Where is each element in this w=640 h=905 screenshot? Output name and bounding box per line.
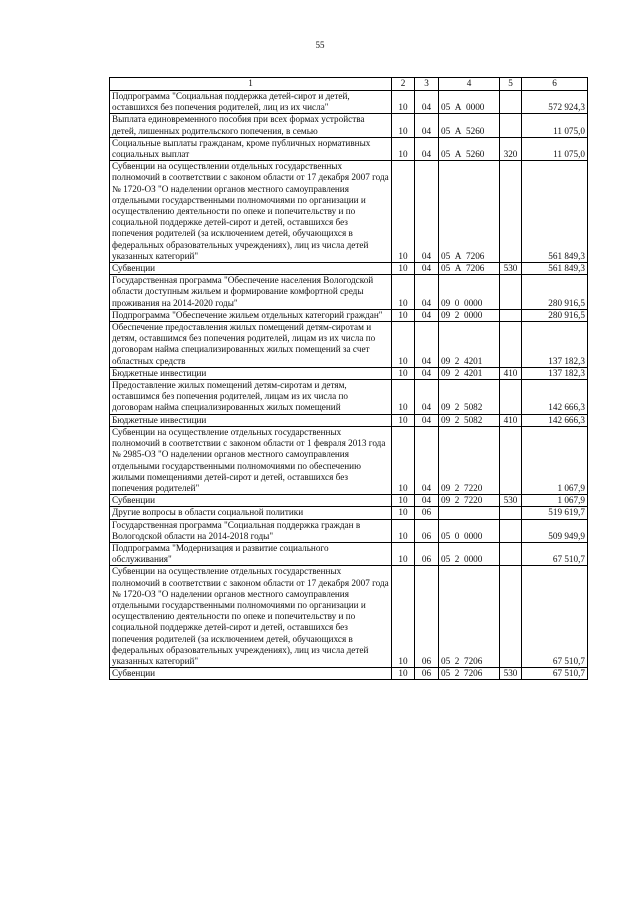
cell-expense-type-code: 530 (500, 263, 522, 275)
cell-expense-type-code: 530 (500, 668, 522, 680)
cell-target-article-code: 09 2 4201 (439, 367, 500, 379)
cell-expense-type-code: 410 (500, 414, 522, 426)
cell-amount: 280 916,5 (522, 309, 588, 321)
cell-target-article-code: 09 2 0000 (439, 309, 500, 321)
cell-section-code: 10 (392, 426, 415, 494)
cell-amount: 1 067,9 (522, 426, 588, 494)
cell-expense-type-code: 410 (500, 367, 522, 379)
table-row (110, 275, 588, 310)
cell-item-name: Другие вопросы в области социальной политики (110, 507, 392, 519)
table-row (110, 542, 588, 565)
cell-item-name: Выплата единовременного пособия при всех формах устройства детей, лишенных родительского попечения, в семью (110, 114, 392, 137)
table-row (110, 495, 588, 507)
cell-section-code: 10 (392, 507, 415, 519)
cell-item-name: Субвенции (110, 263, 392, 275)
cell-item-name: Субвенции (110, 495, 392, 507)
cell-expense-type-code (500, 309, 522, 321)
cell-subsection-code: 04 (415, 137, 439, 160)
cell-subsection-code: 04 (415, 309, 439, 321)
budget-table (109, 77, 588, 680)
column-header: 3 (415, 78, 439, 91)
cell-section-code: 10 (392, 380, 415, 415)
cell-section-code: 10 (392, 137, 415, 160)
cell-item-name: Обеспечение предоставления жилых помещений детям-сиротам и детям, оставшимся без попечения родителей, лицам из их числа по договорам найма специализированных жилых помещений за счет областных средств (110, 322, 392, 368)
cell-amount: 67 510,7 (522, 566, 588, 668)
cell-subsection-code: 04 (415, 322, 439, 368)
column-header: 1 (110, 78, 392, 91)
cell-section-code: 10 (392, 367, 415, 379)
cell-amount: 137 182,3 (522, 322, 588, 368)
cell-item-name: Государственная программа "Обеспечение населения Вологодской области доступным жильем и формирование комфортной среды проживания на 2014-2020 годы" (110, 275, 392, 310)
cell-section-code: 10 (392, 519, 415, 542)
cell-target-article-code: 09 2 7220 (439, 495, 500, 507)
cell-subsection-code: 06 (415, 566, 439, 668)
table-row (110, 309, 588, 321)
cell-target-article-code: 05 А 5260 (439, 137, 500, 160)
column-header: 6 (522, 78, 588, 91)
cell-section-code: 10 (392, 566, 415, 668)
cell-section-code: 10 (392, 275, 415, 310)
cell-item-name: Бюджетные инвестиции (110, 414, 392, 426)
table-row (110, 114, 588, 137)
cell-section-code: 10 (392, 114, 415, 137)
cell-section-code: 10 (392, 322, 415, 368)
cell-amount: 142 666,3 (522, 414, 588, 426)
cell-expense-type-code (500, 91, 522, 114)
cell-amount: 67 510,7 (522, 542, 588, 565)
cell-item-name: Бюджетные инвестиции (110, 367, 392, 379)
cell-item-name: Социальные выплаты гражданам, кроме публичных нормативных социальных выплат (110, 137, 392, 160)
cell-item-name: Государственная программа "Социальная поддержка граждан в Вологодской области на 2014-2018 годы" (110, 519, 392, 542)
cell-section-code: 10 (392, 263, 415, 275)
cell-target-article-code (439, 507, 500, 519)
cell-subsection-code: 06 (415, 519, 439, 542)
cell-target-article-code: 09 2 7220 (439, 426, 500, 494)
cell-amount: 280 916,5 (522, 275, 588, 310)
cell-expense-type-code (500, 161, 522, 263)
table-row (110, 566, 588, 668)
cell-amount: 137 182,3 (522, 367, 588, 379)
cell-target-article-code: 05 А 7206 (439, 263, 500, 275)
cell-expense-type-code (500, 322, 522, 368)
table-body (110, 78, 588, 680)
table-row (110, 519, 588, 542)
cell-section-code: 10 (392, 161, 415, 263)
cell-amount: 561 849,3 (522, 161, 588, 263)
table-row (110, 322, 588, 368)
cell-amount: 67 510,7 (522, 668, 588, 680)
cell-item-name: Предоставление жилых помещений детям-сиротам и детям, оставшимся без попечения родителей, лицам из их числа по договорам найма специализированных жилых помещений (110, 380, 392, 415)
cell-subsection-code: 04 (415, 275, 439, 310)
cell-item-name: Субвенции на осуществление отдельных государственных полномочий в соответствии с законом области от 1 февраля 2013 года № 2985-ОЗ "О наделении органов местного самоуправления отдельными государственными полномочиями по обеспечению жилыми помещениями детей-сирот и детей, оставшихся без попечения родителей" (110, 426, 392, 494)
cell-amount: 142 666,3 (522, 380, 588, 415)
cell-subsection-code: 04 (415, 263, 439, 275)
table-row (110, 137, 588, 160)
cell-target-article-code: 05 А 0000 (439, 91, 500, 114)
cell-subsection-code: 04 (415, 161, 439, 263)
cell-section-code: 10 (392, 91, 415, 114)
cell-section-code: 10 (392, 309, 415, 321)
cell-target-article-code: 05 А 7206 (439, 161, 500, 263)
column-header: 5 (500, 78, 522, 91)
cell-amount: 519 619,7 (522, 507, 588, 519)
column-header: 4 (439, 78, 500, 91)
table-row (110, 426, 588, 494)
cell-item-name: Субвенции (110, 668, 392, 680)
cell-subsection-code: 04 (415, 426, 439, 494)
cell-section-code: 10 (392, 495, 415, 507)
table-row (110, 91, 588, 114)
cell-target-article-code: 05 2 7206 (439, 668, 500, 680)
cell-item-name: Подпрограмма "Модернизация и развитие социального обслуживания" (110, 542, 392, 565)
cell-expense-type-code (500, 275, 522, 310)
table-row (110, 263, 588, 275)
cell-expense-type-code (500, 542, 522, 565)
cell-amount: 1 067,9 (522, 495, 588, 507)
cell-item-name: Субвенции на осуществление отдельных государственных полномочий в соответствии с законом области от 17 декабря 2007 года № 1720-ОЗ "О наделении органов местного самоуправления отдельными государственными полномочиями по организации и осуществлению деятельности по опеке и попечительству и по социальной поддержке детей-сирот и детей, оставшихся без попечения родителей (за исключением детей, обучающихся в федеральных образовательных учреждениях), лиц из числа детей указанных категорий" (110, 566, 392, 668)
cell-item-name: Подпрограмма "Обеспечение жильем отдельных категорий граждан" (110, 309, 392, 321)
cell-subsection-code: 06 (415, 668, 439, 680)
cell-target-article-code: 05 2 7206 (439, 566, 500, 668)
cell-amount: 561 849,3 (522, 263, 588, 275)
page-number: 55 (315, 40, 325, 50)
cell-expense-type-code (500, 519, 522, 542)
table-row (110, 507, 588, 519)
cell-item-name: Подпрограмма "Социальная поддержка детей-сирот и детей, оставшихся без попечения родителей, лиц из их числа" (110, 91, 392, 114)
cell-subsection-code: 04 (415, 414, 439, 426)
cell-target-article-code: 09 2 5082 (439, 414, 500, 426)
table-row (110, 414, 588, 426)
table-row (110, 380, 588, 415)
cell-expense-type-code (500, 380, 522, 415)
table-row (110, 668, 588, 680)
cell-amount: 11 075,0 (522, 137, 588, 160)
cell-amount: 11 075,0 (522, 114, 588, 137)
cell-amount: 572 924,3 (522, 91, 588, 114)
cell-section-code: 10 (392, 414, 415, 426)
table-header-row (110, 78, 588, 91)
cell-subsection-code: 04 (415, 114, 439, 137)
cell-subsection-code: 04 (415, 495, 439, 507)
cell-target-article-code: 05 2 0000 (439, 542, 500, 565)
cell-subsection-code: 04 (415, 367, 439, 379)
table-row (110, 161, 588, 263)
cell-expense-type-code (500, 114, 522, 137)
cell-target-article-code: 09 0 0000 (439, 275, 500, 310)
cell-subsection-code: 04 (415, 91, 439, 114)
cell-subsection-code: 04 (415, 380, 439, 415)
cell-target-article-code: 09 2 5082 (439, 380, 500, 415)
table-row (110, 367, 588, 379)
cell-section-code: 10 (392, 542, 415, 565)
cell-expense-type-code: 320 (500, 137, 522, 160)
cell-expense-type-code (500, 507, 522, 519)
cell-expense-type-code: 530 (500, 495, 522, 507)
cell-expense-type-code (500, 426, 522, 494)
cell-section-code: 10 (392, 668, 415, 680)
cell-target-article-code: 05 0 0000 (439, 519, 500, 542)
cell-expense-type-code (500, 566, 522, 668)
cell-amount: 509 949,9 (522, 519, 588, 542)
cell-subsection-code: 06 (415, 542, 439, 565)
cell-item-name: Субвенции на осуществлении отдельных государственных полномочий в соответствии с законом области от 17 декабря 2007 года № 1720-ОЗ "О наделении органов местного самоуправления отдельными государственными полномочиями по организации и осуществлению деятельности по опеке и попечительству и по социальной поддержке детей-сирот и детей, оставшихся без попечения родителей (за исключением детей, обучающихся в федеральных образовательных учреждениях), лиц из числа детей указанных категорий" (110, 161, 392, 263)
cell-subsection-code: 06 (415, 507, 439, 519)
cell-target-article-code: 09 2 4201 (439, 322, 500, 368)
column-header: 2 (392, 78, 415, 91)
cell-target-article-code: 05 А 5260 (439, 114, 500, 137)
